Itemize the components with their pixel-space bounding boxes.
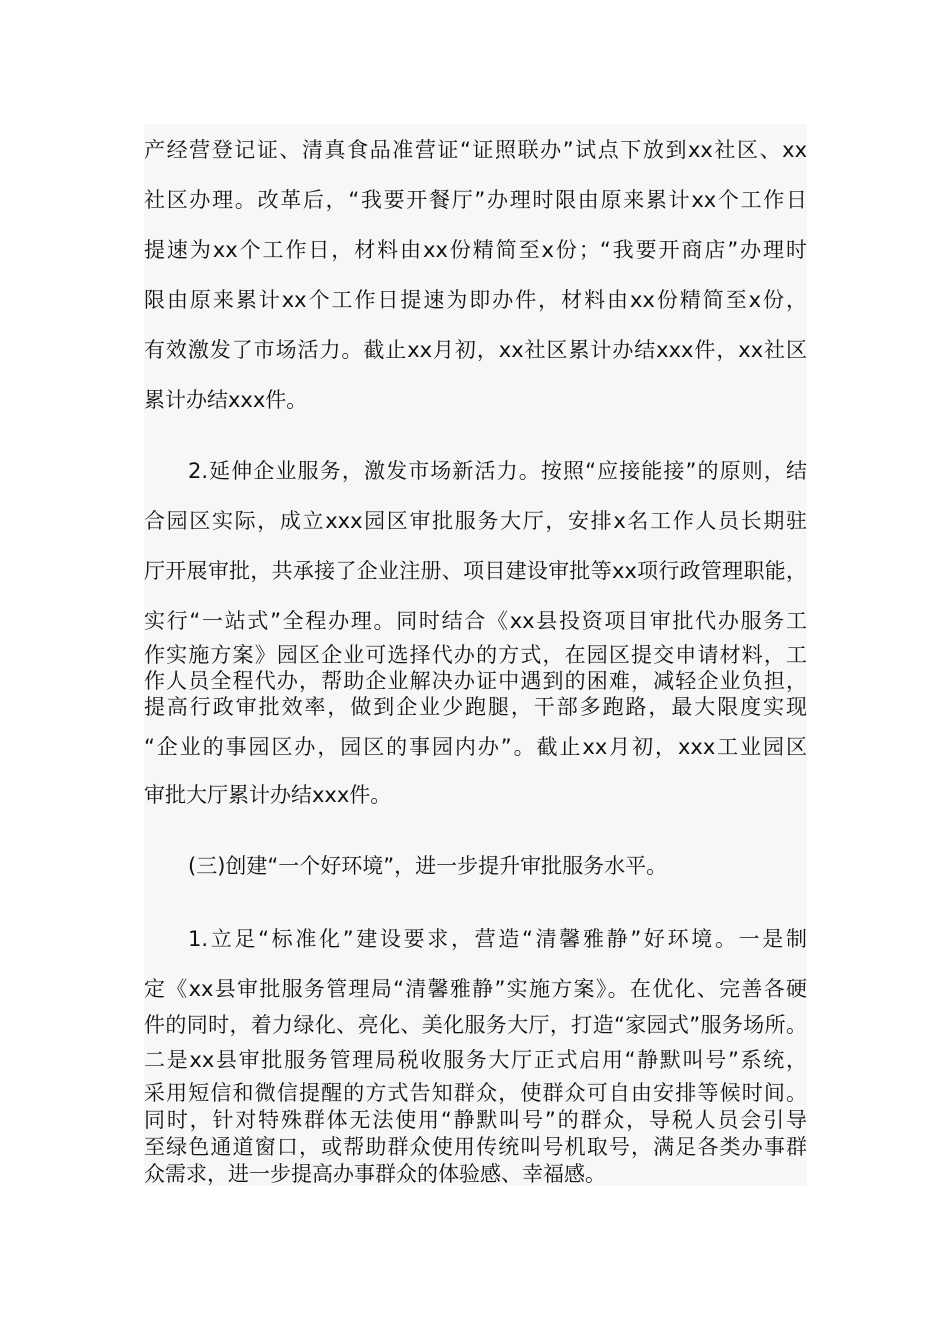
text-line: 累计办结xxx件。 <box>144 388 308 412</box>
text-line: 二是xx县审批服务管理局税收服务大厅正式启用“静默叫号”系统， <box>144 1048 807 1072</box>
text-line: 件的同时，着力绿化、亮化、美化服务大厅，打造“家园式”服务场所。 <box>144 1013 807 1037</box>
text-line: 厅开展审批，共承接了企业注册、项目建设审批等xx项行政管理职能， <box>144 559 807 583</box>
text-line: 1.立足“标准化”建设要求，营造“清馨雅静”好环境。一是制 <box>188 927 807 951</box>
text-line: 作人员全程代办，帮助企业解决办证中遇到的困难，减轻企业负担， <box>144 669 807 693</box>
text-line: 限由原来累计xx个工作日提速为即办件，材料由xx份精简至x份， <box>144 288 807 312</box>
text-line: 众需求，进一步提高办事群众的体验感、幸福感。 <box>144 1162 606 1186</box>
text-line: 定《xx县审批服务管理局“清馨雅静”实施方案》。在优化、完善各硬 <box>144 977 807 1001</box>
text-line: 社区办理。改革后，“我要开餐厅”办理时限由原来累计xx个工作日 <box>144 188 807 212</box>
document-text-block <box>144 124 807 1186</box>
text-line: 审批大厅累计办结xxx件。 <box>144 783 392 807</box>
text-line: 提速为xx个工作日，材料由xx份精简至x份；“我要开商店”办理时 <box>144 238 807 262</box>
text-line: 作实施方案》园区企业可选择代办的方式，在园区提交申请材料，工 <box>144 643 807 667</box>
text-line: 同时，针对特殊群体无法使用“静默叫号”的群众，导税人员会引导 <box>144 1108 807 1132</box>
section-heading: (三)创建“一个好环境”，进一步提升审批服务水平。 <box>188 854 668 878</box>
text-line: “企业的事园区办，园区的事园内办”。截止xx月初，xxx工业园区 <box>144 735 807 759</box>
text-line: 合园区实际，成立xxx园区审批服务大厅，安排x名工作人员长期驻 <box>144 509 807 533</box>
text-line: 产经营登记证、清真食品准营证“证照联办”试点下放到xx社区、xx <box>144 138 807 162</box>
text-line: 至绿色通道窗口，或帮助群众使用传统叫号机取号，满足各类办事群 <box>144 1135 807 1159</box>
text-line: 有效激发了市场活力。截止xx月初，xx社区累计办结xxx件，xx社区 <box>144 338 807 362</box>
text-line: 实行“一站式”全程办理。同时结合《xx县投资项目审批代办服务工 <box>144 609 807 633</box>
text-line: 提高行政审批效率，做到企业少跑腿，干部多跑路，最大限度实现 <box>144 695 807 719</box>
text-line: 采用短信和微信提醒的方式告知群众，使群众可自由安排等候时间。 <box>144 1081 807 1105</box>
text-line: 2.延伸企业服务，激发市场新活力。按照“应接能接”的原则，结 <box>188 459 807 483</box>
